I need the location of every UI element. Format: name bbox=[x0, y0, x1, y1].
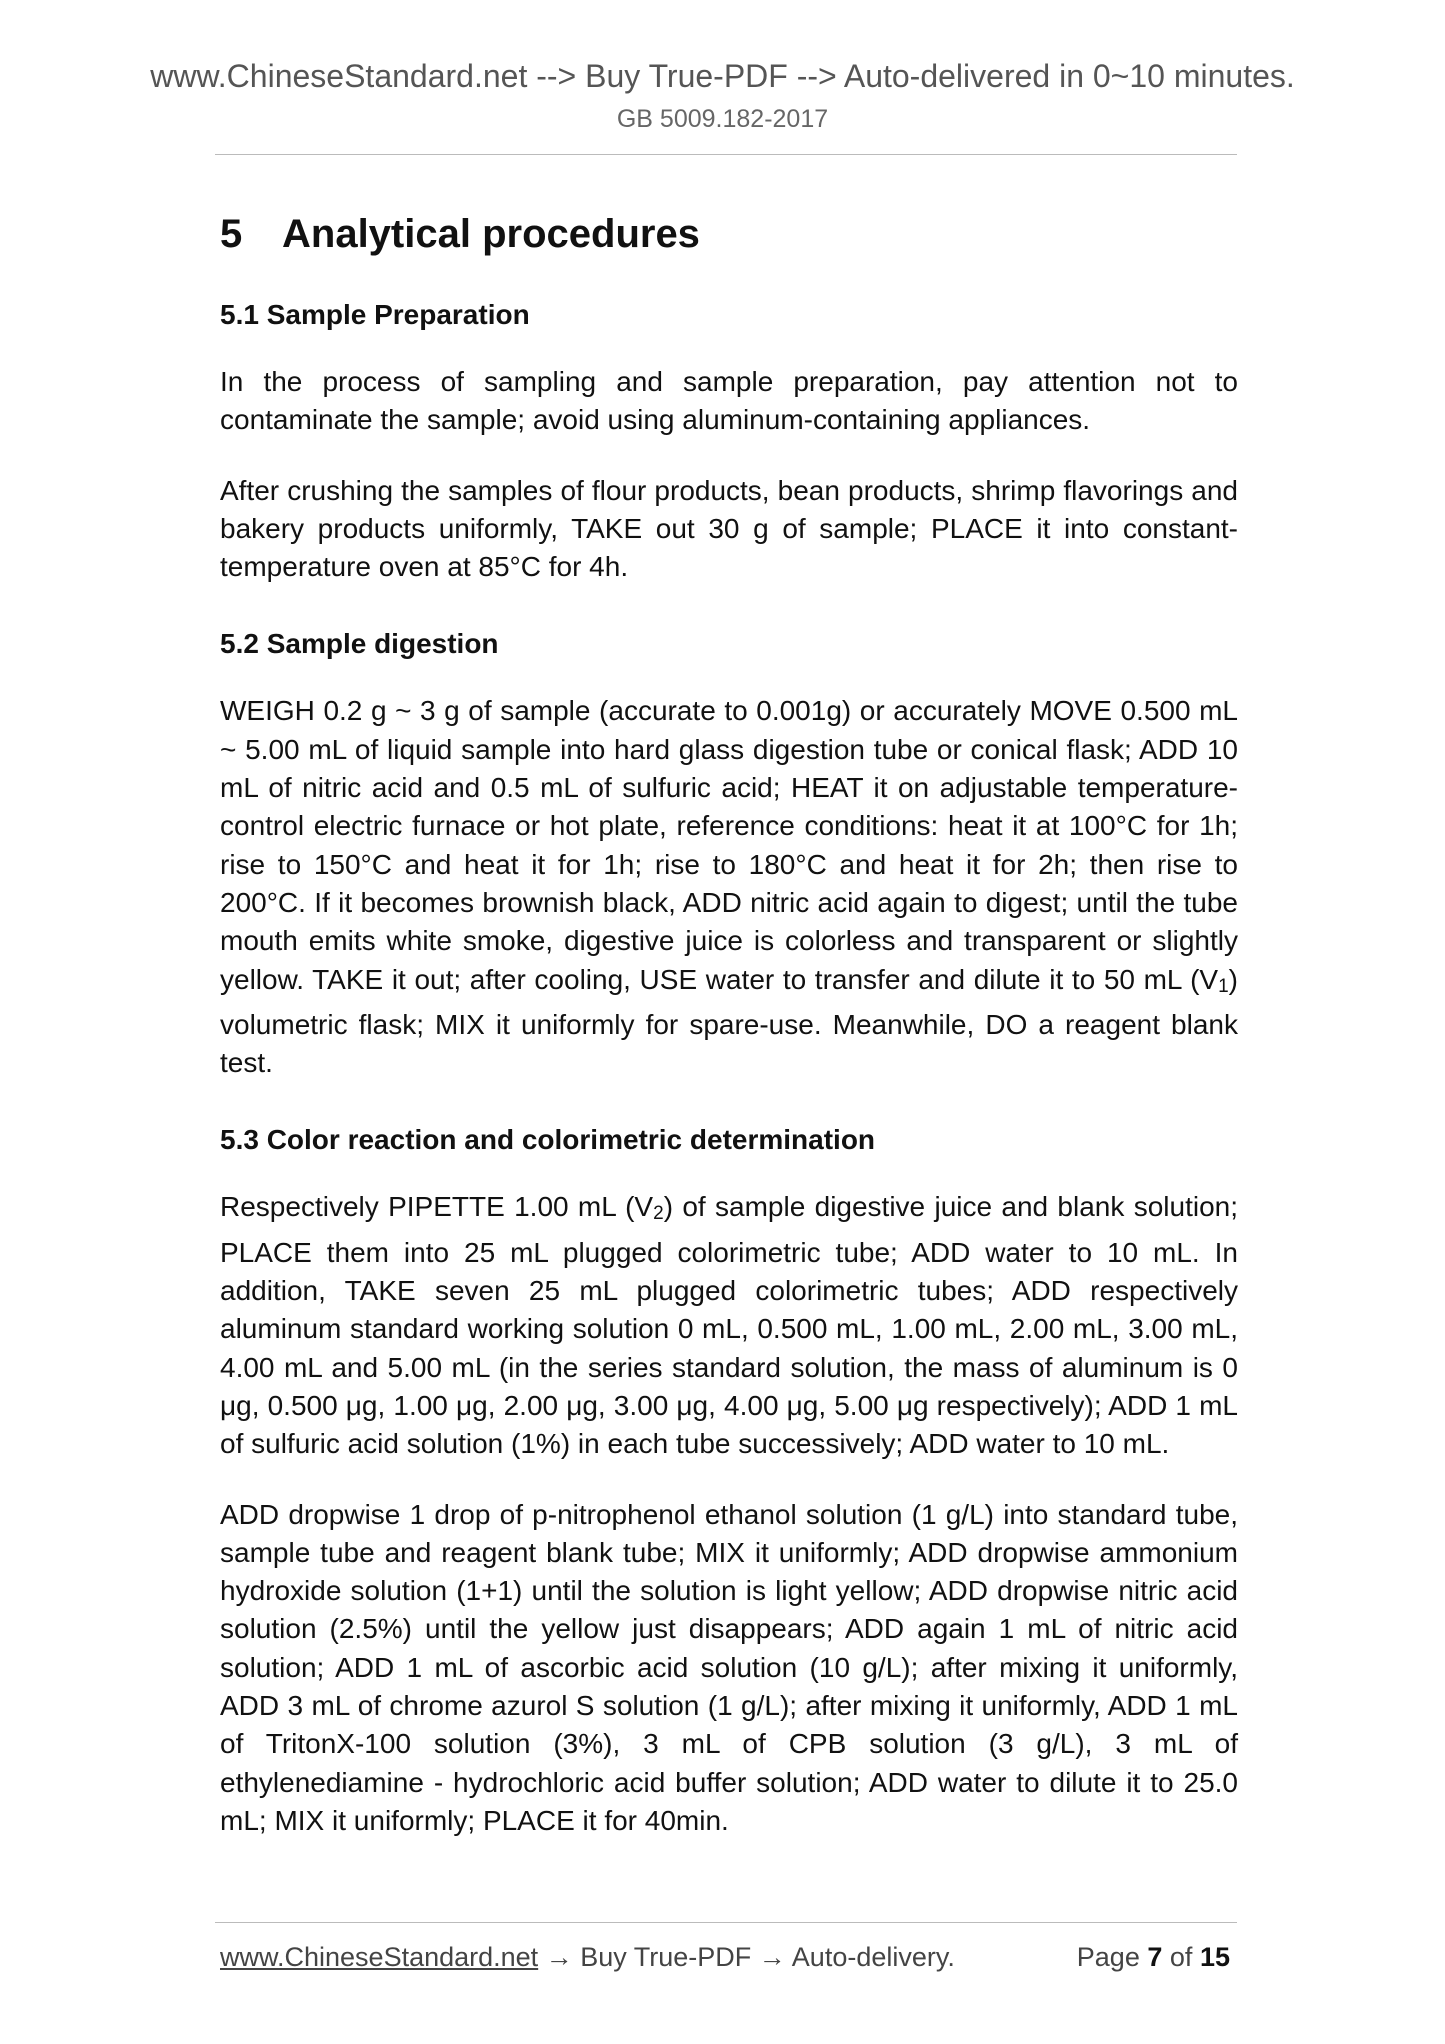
paragraph-text: WEIGH 0.2 g ~ 3 g of sample (accurate to 0.001g) or accurately MOVE 0.500 mL ~ 5.00 mL of liquid sample into hard glass digestion tube or conical flask; ADD 10 mL of nitric acid and 0.5 mL of sulfuric acid; HEAT it on adjustable temperature-control electric furnace or hot plate, reference conditions: heat it at 100°C for 1h; rise to 150°C and heat it for 1h; rise to 180°C and heat it for 2h; then rise to 200°C. If it becomes brownish black, ADD nitric acid again to digest; until the tube mouth emits white smoke, digestive juice is colorless and transparent or slightly yellow. TAKE it out; after cooling, USE water to transfer and dilute it to 50 mL (V bbox=[220, 695, 1238, 995]
paragraph-text: ) volumetric flask; MIX it uniformly for spare-use. Meanwhile, DO a reagent blank test. bbox=[220, 963, 1238, 1079]
header-divider bbox=[215, 154, 1237, 155]
subsection-heading-5-2: 5.2 Sample digestion bbox=[220, 628, 499, 660]
page-current: 7 bbox=[1147, 1942, 1163, 1972]
standard-code: GB 5009.182-2017 bbox=[616, 105, 829, 133]
subsection-heading-5-3: 5.3 Color reaction and colorimetric determination bbox=[220, 1124, 876, 1156]
paragraph: ADD dropwise 1 drop of p-nitrophenol ethanol solution (1 g/L) into standard tube, sample tube and reagent blank tube; MIX it uniformly; ADD dropwise ammonium hydroxide solution (1+1) until the solution is light yellow; ADD dropwise nitric acid solution (2.5%) until the yellow just disappears; ADD again 1 mL of nitric acid solution; ADD 1 mL of ascorbic acid solution (10 g/L); after mixing it uniformly, ADD 3 mL of chrome azurol S solution (1 g/L); after mixing it uniformly, ADD 1 mL of TritonX-100 solution (3%), 3 mL of CPB solution (3 g/L), 3 mL of ethylenediamine - hydrochloric acid buffer solution; ADD water to dilute it to 25.0 mL; MIX it uniformly; PLACE it for 40min. bbox=[220, 1498, 1238, 1836]
footer-delivery-text: Auto-delivery. bbox=[791, 1942, 955, 1972]
document-body bbox=[220, 212, 1238, 1840]
footer-buy-text: Buy True-PDF bbox=[580, 1942, 752, 1972]
page-indicator bbox=[1077, 1942, 1230, 1973]
subsection-heading-5-1: 5.1 Sample Preparation bbox=[220, 299, 530, 330]
arrow-icon: → bbox=[758, 1942, 786, 1972]
footer-divider bbox=[215, 1922, 1237, 1923]
section-number: 5 bbox=[220, 212, 243, 256]
page-total: 15 bbox=[1199, 1942, 1230, 1972]
header-banner: www.ChineseStandard.net --> Buy True-PDF --> Auto-delivered in 0~10 minutes. bbox=[150, 58, 1295, 94]
footer bbox=[220, 1942, 1230, 1973]
page-label: Page bbox=[1076, 1942, 1140, 1972]
footer-site-link[interactable]: www.ChineseStandard.net bbox=[220, 1942, 539, 1972]
section-title: Analytical procedures bbox=[282, 212, 700, 256]
paragraph bbox=[220, 692, 1238, 1082]
paragraph-text: Respectively PIPETTE 1.00 mL (V bbox=[220, 1191, 654, 1223]
arrow-icon: → bbox=[545, 1942, 573, 1972]
section-heading bbox=[220, 212, 1238, 257]
paragraph-text: ) of sample digestive juice and blank solution; PLACE them into 25 mL plugged colorimetric tube; ADD water to 10 mL. In addition, TAKE seven 25 mL plugged colorimetric tubes; ADD respectively aluminum standard working solution 0 mL, 0.500 mL, 1.00 mL, 2.00 mL, 3.00 mL, 4.00 mL and 5.00 mL (in the series standard solution, the mass of aluminum is 0 μg, 0.500 μg, 1.00 μg, 2.00 μg, 3.00 μg, 4.00 μg, 5.00 μg respectively); ADD 1 mL of sulfuric acid solution (1%) in each tube successively; ADD water to 10 mL. bbox=[220, 1191, 1238, 1460]
subscript: 1 bbox=[1218, 975, 1229, 997]
paragraph: After crushing the samples of flour products, bean products, shrimp flavorings and bakery products uniformly, TAKE out 30 g of sample; PLACE it into constant-temperature oven at 85°C for 4h. bbox=[220, 474, 1238, 583]
page-of: of bbox=[1169, 1942, 1193, 1972]
paragraph bbox=[220, 1188, 1238, 1463]
subscript: 2 bbox=[653, 1203, 664, 1225]
paragraph: In the process of sampling and sample preparation, pay attention not to contaminate the sample; avoid using aluminum-containing appliances. bbox=[220, 366, 1238, 436]
